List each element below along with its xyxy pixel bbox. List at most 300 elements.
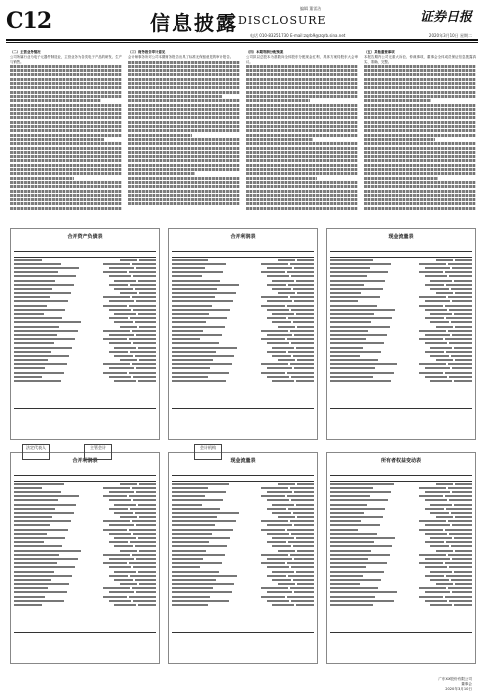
cell-text — [419, 596, 443, 598]
statement-signature-row — [172, 632, 314, 643]
cell-text — [330, 305, 377, 307]
cell-text — [172, 338, 200, 340]
cell-text — [293, 321, 314, 323]
cell-text — [430, 347, 451, 349]
cell-text — [129, 495, 156, 497]
cell-text — [130, 284, 156, 286]
text-line — [128, 116, 240, 119]
cell-text — [297, 292, 314, 294]
text-line — [128, 194, 240, 197]
text-line — [10, 73, 122, 76]
cell-text — [449, 499, 472, 501]
cell-text — [419, 562, 443, 564]
text-line — [364, 168, 476, 171]
cell-text — [454, 313, 472, 315]
statement-row — [14, 566, 156, 569]
statement-row — [14, 350, 156, 353]
statement-rows — [172, 482, 314, 629]
cell-text — [278, 326, 295, 328]
cell-text — [296, 504, 314, 506]
statement-row — [14, 371, 156, 374]
cell-text — [109, 591, 135, 593]
statement-row — [172, 371, 314, 374]
cell-text — [267, 376, 290, 378]
statement-row — [172, 566, 314, 569]
text-line — [128, 125, 240, 128]
text-column-2 — [128, 50, 240, 220]
text-line — [10, 125, 122, 128]
cell-text — [451, 512, 472, 514]
cell-text — [330, 275, 367, 277]
cell-text — [261, 596, 285, 598]
cell-text — [419, 587, 446, 589]
cell-text — [14, 292, 71, 294]
statement-row — [14, 379, 156, 382]
cell-text — [330, 347, 363, 349]
cell-text — [132, 520, 156, 522]
cell-text — [133, 566, 156, 568]
text-line — [246, 73, 358, 76]
cell-text — [109, 309, 132, 311]
seal-stamp: 会计机构 — [194, 444, 222, 460]
cell-text — [109, 541, 129, 543]
cell-text — [138, 380, 156, 382]
text-line — [364, 155, 476, 158]
statement-row — [330, 583, 472, 586]
cell-text — [278, 550, 295, 552]
text-line — [364, 142, 476, 145]
statement-row — [14, 549, 156, 552]
text-line — [364, 138, 435, 141]
paragraph-heading: （二）主营业务情况 — [10, 50, 41, 54]
seal-stamp: 主管会计 — [84, 444, 112, 460]
cell-text — [261, 562, 285, 564]
cell-text — [129, 338, 156, 340]
cell-text — [103, 554, 130, 556]
statement-row — [14, 482, 156, 485]
cell-text — [109, 284, 129, 286]
cell-text — [267, 541, 287, 543]
cell-text — [294, 591, 314, 593]
statement-row — [14, 562, 156, 565]
cell-text — [454, 537, 472, 539]
text-line — [246, 91, 358, 94]
statement-row — [14, 329, 156, 332]
text-line — [10, 134, 122, 137]
cell-text — [103, 338, 127, 340]
statement-row — [14, 333, 156, 336]
cell-text — [449, 533, 472, 535]
cell-text — [172, 380, 226, 382]
statement-row — [14, 583, 156, 586]
statement-row — [14, 287, 156, 290]
financial-statement — [10, 452, 160, 664]
cell-text — [109, 491, 135, 493]
cell-text — [267, 351, 287, 353]
text-line — [364, 116, 476, 119]
statement-row — [330, 557, 472, 560]
cell-text — [272, 321, 290, 323]
cell-text — [278, 483, 295, 485]
text-line — [364, 108, 476, 111]
statement-row — [172, 587, 314, 590]
statement-row — [14, 524, 156, 527]
financial-statement — [168, 452, 318, 664]
section-title-english: DISCLOSURE — [238, 14, 327, 27]
cell-text — [291, 600, 314, 602]
cell-text — [14, 330, 78, 332]
text-line — [364, 164, 476, 167]
cell-text — [272, 504, 293, 506]
cell-text — [135, 288, 156, 290]
cell-text — [446, 351, 472, 353]
statement-row — [172, 321, 314, 324]
statement-row — [14, 574, 156, 577]
statement-row — [172, 312, 314, 315]
statement-signature-row — [172, 408, 314, 419]
statement-row — [330, 536, 472, 539]
statement-row — [330, 292, 472, 295]
cell-text — [133, 342, 156, 344]
cell-text — [109, 508, 129, 510]
cell-text — [296, 571, 314, 573]
cell-text — [330, 359, 378, 361]
cell-text — [138, 604, 156, 606]
statement-row — [330, 308, 472, 311]
text-line — [246, 138, 313, 141]
statement-row — [14, 271, 156, 274]
statement-row — [172, 275, 314, 278]
cell-text — [330, 499, 388, 501]
cell-text — [446, 541, 472, 543]
text-line — [10, 116, 122, 119]
statement-header-row — [14, 475, 156, 482]
issue-date: 2020年3月10日 星期二 — [428, 33, 472, 38]
text-line — [10, 207, 122, 210]
text-line — [10, 159, 122, 162]
cell-text — [129, 562, 156, 564]
text-line — [246, 95, 358, 98]
cell-text — [14, 313, 44, 315]
statement-row — [14, 545, 156, 548]
cell-text — [288, 541, 314, 543]
cell-text — [330, 591, 397, 593]
statement-row — [330, 287, 472, 290]
cell-text — [267, 334, 293, 336]
cell-text — [425, 566, 448, 568]
text-line — [128, 147, 240, 150]
cell-text — [14, 347, 72, 349]
cell-text — [172, 321, 206, 323]
cell-text — [278, 359, 295, 361]
text-line — [246, 181, 358, 184]
cell-text — [103, 529, 127, 531]
cell-text — [454, 504, 472, 506]
cell-text — [430, 579, 448, 581]
cell-text — [436, 292, 453, 294]
statement-row — [14, 553, 156, 556]
cell-text — [425, 342, 448, 344]
statement-signature-row — [14, 632, 156, 643]
text-line — [246, 82, 358, 85]
cell-text — [172, 317, 227, 319]
cell-text — [290, 487, 314, 489]
cell-text — [287, 495, 314, 497]
cell-text — [172, 483, 229, 485]
statement-row — [14, 367, 156, 370]
cell-text — [14, 483, 64, 485]
cell-text — [290, 554, 314, 556]
statement-row — [330, 279, 472, 282]
statement-row — [172, 536, 314, 539]
cell-text — [14, 504, 76, 506]
text-line — [128, 168, 240, 171]
text-line — [246, 177, 317, 180]
statement-row — [330, 486, 472, 489]
text-line — [10, 198, 122, 201]
cell-text — [330, 504, 367, 506]
cell-text — [133, 533, 156, 535]
cell-text — [136, 267, 156, 269]
cell-text — [14, 309, 65, 311]
text-line — [128, 86, 240, 89]
cell-text — [172, 562, 222, 564]
cell-text — [172, 583, 234, 585]
cell-text — [267, 317, 287, 319]
cell-text — [267, 575, 287, 577]
text-line — [128, 155, 240, 158]
statement-row — [172, 354, 314, 357]
cell-text — [445, 495, 472, 497]
statement-row — [14, 499, 156, 502]
cell-text — [290, 587, 314, 589]
cell-text — [172, 275, 202, 277]
cell-text — [448, 330, 472, 332]
cell-text — [114, 288, 132, 290]
cell-text — [172, 334, 222, 336]
text-line — [246, 65, 358, 68]
cell-text — [172, 300, 233, 302]
text-line — [128, 129, 240, 132]
cell-text — [330, 537, 395, 539]
statement-row — [172, 317, 314, 320]
statement-row — [14, 283, 156, 286]
cell-text — [14, 280, 55, 282]
cell-text — [136, 591, 156, 593]
cell-text — [172, 575, 237, 577]
cell-text — [139, 550, 156, 552]
statement-row — [14, 578, 156, 581]
statement-rows — [330, 258, 472, 405]
statement-row — [14, 532, 156, 535]
cell-text — [139, 483, 156, 485]
cell-text — [138, 313, 156, 315]
cell-text — [172, 363, 232, 365]
text-line — [10, 155, 122, 158]
header-rule — [6, 39, 478, 41]
statement-row — [14, 342, 156, 345]
cell-text — [436, 583, 453, 585]
cell-text — [172, 280, 220, 282]
cell-text — [136, 334, 156, 336]
cell-text — [430, 355, 448, 357]
statement-row — [330, 350, 472, 353]
cell-text — [14, 591, 67, 593]
statement-row — [14, 486, 156, 489]
cell-text — [294, 300, 314, 302]
cell-text — [14, 524, 50, 526]
cell-text — [454, 280, 472, 282]
statement-row — [172, 346, 314, 349]
statement-row — [330, 541, 472, 544]
cell-text — [132, 263, 156, 265]
cell-text — [448, 263, 472, 265]
statement-row — [330, 570, 472, 573]
cell-text — [272, 537, 293, 539]
cell-text — [448, 487, 472, 489]
cell-text — [293, 512, 314, 514]
cell-text — [330, 292, 361, 294]
cell-text — [452, 591, 472, 593]
text-line — [246, 151, 358, 154]
text-line — [246, 125, 358, 128]
cell-text — [448, 296, 472, 298]
cell-text — [172, 550, 206, 552]
cell-text — [109, 275, 132, 277]
statement-row — [172, 338, 314, 341]
cell-text — [14, 499, 58, 501]
cell-text — [172, 259, 208, 261]
cell-text — [267, 508, 287, 510]
cell-text — [330, 562, 387, 564]
cell-text — [330, 583, 360, 585]
cell-text — [330, 524, 380, 526]
cell-text — [103, 305, 127, 307]
cell-text — [114, 321, 132, 323]
footer-company: 广东XX股份有限公司 — [438, 677, 472, 681]
statement-header-row — [14, 251, 156, 258]
text-line — [364, 177, 438, 180]
financial-statement — [326, 452, 476, 664]
text-line — [128, 61, 240, 64]
cell-text — [296, 537, 314, 539]
cell-text — [14, 317, 62, 319]
cell-text — [130, 575, 156, 577]
cell-text — [330, 376, 373, 378]
cell-text — [296, 380, 314, 382]
cell-text — [14, 334, 57, 336]
cell-text — [120, 292, 137, 294]
text-line — [246, 104, 358, 107]
cell-text — [172, 591, 232, 593]
cell-text — [330, 280, 385, 282]
statement-row — [330, 342, 472, 345]
cell-text — [287, 305, 314, 307]
cell-text — [135, 321, 156, 323]
cell-text — [138, 347, 156, 349]
cell-text — [109, 267, 135, 269]
financial-statement — [326, 228, 476, 440]
statement-row — [172, 379, 314, 382]
text-line — [128, 104, 240, 107]
cell-text — [133, 275, 156, 277]
statement-row — [330, 354, 472, 357]
cell-text — [172, 554, 225, 556]
cell-text — [172, 604, 208, 606]
cell-text — [172, 520, 236, 522]
cell-text — [267, 275, 290, 277]
text-line — [364, 190, 476, 193]
cell-text — [436, 516, 453, 518]
cell-text — [430, 537, 451, 539]
cell-text — [436, 483, 453, 485]
cell-text — [172, 524, 215, 526]
statement-title: 现金流量表 — [388, 234, 414, 240]
statement-row — [172, 583, 314, 586]
text-line — [128, 142, 240, 145]
cell-text — [425, 309, 448, 311]
cell-text — [129, 596, 156, 598]
cell-text — [267, 558, 293, 560]
cell-text — [449, 275, 472, 277]
cell-text — [430, 545, 448, 547]
cell-text — [297, 516, 314, 518]
statement-row — [172, 287, 314, 290]
statement-title: 所有者权益变动表 — [380, 458, 421, 464]
seal-stamp: 法定代表人 — [22, 444, 50, 460]
text-line — [364, 86, 476, 89]
cell-text — [293, 579, 314, 581]
cell-text — [419, 330, 446, 332]
cell-text — [272, 280, 293, 282]
text-line — [364, 207, 476, 210]
cell-text — [293, 288, 314, 290]
cell-text — [267, 566, 290, 568]
statement-row — [172, 557, 314, 560]
cell-text — [272, 579, 290, 581]
cell-text — [290, 330, 314, 332]
cell-text — [419, 363, 446, 365]
cell-text — [172, 571, 219, 573]
statement-row — [172, 516, 314, 519]
cell-text — [430, 280, 451, 282]
cell-text — [172, 292, 236, 294]
statement-row — [14, 359, 156, 362]
text-line — [246, 121, 358, 124]
cell-text — [297, 326, 314, 328]
statement-row — [330, 595, 472, 598]
statement-row — [14, 296, 156, 299]
cell-text — [267, 524, 293, 526]
cell-text — [449, 566, 472, 568]
cell-text — [430, 604, 451, 606]
statement-row — [14, 300, 156, 303]
statement-row — [330, 507, 472, 510]
cell-text — [330, 363, 397, 365]
cell-text — [330, 550, 371, 552]
statement-row — [14, 557, 156, 560]
cell-text — [120, 359, 137, 361]
text-line — [364, 202, 476, 205]
statement-row — [14, 520, 156, 523]
cell-text — [172, 342, 219, 344]
cell-text — [454, 380, 472, 382]
statement-row — [14, 279, 156, 282]
cell-text — [330, 554, 390, 556]
statement-row — [172, 549, 314, 552]
statement-row — [330, 329, 472, 332]
statement-row — [330, 367, 472, 370]
